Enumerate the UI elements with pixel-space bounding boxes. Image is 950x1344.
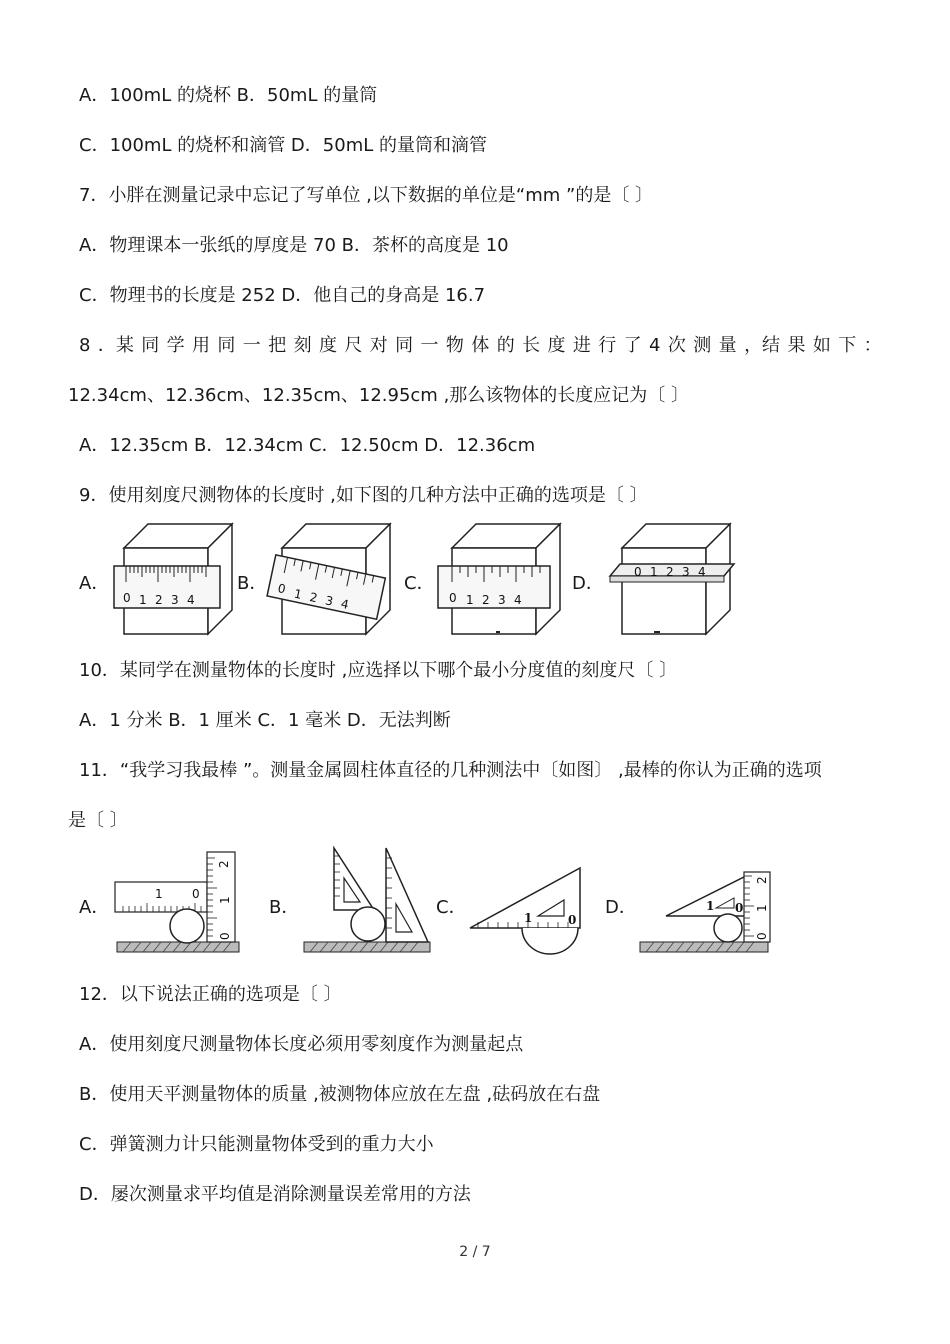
q11d-digit-0: 0 xyxy=(735,901,744,915)
q9b-digit-2: 2 xyxy=(308,589,319,606)
q6-options-ab: A．100mL 的烧杯 B．50mL 的量筒 xyxy=(79,85,378,106)
q8-stem-char: 的 xyxy=(496,335,515,356)
q9-label-c: C． xyxy=(404,573,435,594)
q9c-digit-4: 4 xyxy=(514,593,522,607)
q11-figure-a xyxy=(113,848,243,958)
q12-option-a: A．使用刻度尺测量物体长度必须用零刻度作为测量起点 xyxy=(79,1034,524,1055)
q11a-digit-0: 0 xyxy=(192,887,200,901)
q9b-digit-4: 4 xyxy=(339,596,351,612)
q8-stem-char: 尺 xyxy=(344,335,363,356)
q9-figure-d xyxy=(606,518,736,636)
q8-stem-values: 12.34cm、12.36cm、12.35cm、12.95cm ,那么该物体的长度应记为〔 〕 xyxy=(68,385,690,406)
q8-stem-char: 学 xyxy=(166,335,185,356)
q8-stem-char: 物 xyxy=(445,335,464,356)
q9d-digit-1: 1 xyxy=(650,565,658,579)
q8-stem-char: 了 xyxy=(623,335,642,356)
q11-figure-d xyxy=(638,868,772,958)
q9a-digit-4: 4 xyxy=(187,593,195,607)
q8-stem-char: 行 xyxy=(598,335,617,356)
q9d-digit-0: 0 xyxy=(634,565,642,579)
q9a-digit-2: 2 xyxy=(155,593,163,607)
q8-stem-char: 4 xyxy=(649,335,661,356)
q11a-digit-1-v: 1 xyxy=(218,896,232,904)
q9d-digit-2: 2 xyxy=(666,565,674,579)
q8-stem-char: 一 xyxy=(242,335,261,356)
page-number: 2 / 7 xyxy=(459,1244,491,1260)
q11d-digit-2: 2 xyxy=(755,876,769,884)
q8-stem xyxy=(79,334,882,358)
q8-stem-char: 度 xyxy=(547,335,566,356)
q10-stem: 10．某同学在测量物体的长度时 ,应选择以下哪个最小分度值的刻度尺〔 〕 xyxy=(79,660,678,681)
q8-options: A．12.35cm B．12.34cm C．12.50cm D．12.36cm xyxy=(79,435,536,456)
q9-figure-c xyxy=(436,518,561,636)
q9a-digit-3: 3 xyxy=(171,593,179,607)
q11-label-b: B． xyxy=(269,897,300,918)
q12-option-d: D．屡次测量求平均值是消除测量误差常用的方法 xyxy=(79,1184,471,1205)
q8-stem-char: 体 xyxy=(471,335,490,356)
q7-options-ab: A．物理课本一张纸的厚度是 70 B．茶杯的高度是 10 xyxy=(79,235,509,256)
q11-figure-c xyxy=(468,866,586,958)
q8-stem-char: 次 xyxy=(667,335,686,356)
q11d-digit-1-v: 1 xyxy=(755,904,769,912)
q9-label-b: B． xyxy=(237,573,268,594)
q11-stem: 11．“我学习我最棒 ”。测量金属圆柱体直径的几种测法中〔如图〕 ,最棒的你认为正确的选项 xyxy=(79,760,822,781)
q8-stem-char: 下 xyxy=(838,335,857,356)
q9d-digit-3: 3 xyxy=(682,565,690,579)
q8-stem-char: 刻 xyxy=(293,335,312,356)
q7-options-cd: C．物理书的长度是 252 D．他自己的身高是 16.7 xyxy=(79,285,486,306)
q8-stem-char: 同 xyxy=(395,335,414,356)
q8-stem-char: 量 xyxy=(718,335,737,356)
q9-label-a: A． xyxy=(79,573,110,594)
q9c-digit-2: 2 xyxy=(482,593,490,607)
q12-stem: 12．以下说法正确的选项是〔 〕 xyxy=(79,984,342,1005)
q8-stem-char: 如 xyxy=(812,335,831,356)
q11-figure-b xyxy=(300,844,434,958)
q9a-digit-1: 1 xyxy=(139,593,147,607)
q11c-digit-1: 1 xyxy=(524,911,533,925)
q9-figure-a xyxy=(108,518,233,636)
q11d-digit-1: 1 xyxy=(706,899,715,913)
q12-option-c: C．弹簧测力计只能测量物体受到的重力大小 xyxy=(79,1134,434,1155)
q9c-digit-0: 0 xyxy=(449,591,457,605)
q8-stem-char: ： xyxy=(863,335,882,356)
q11a-digit-0-v: 0 xyxy=(218,932,232,940)
q8-stem-char: 进 xyxy=(572,335,591,356)
q9c-digit-1: 1 xyxy=(466,593,474,607)
q8-stem-char: ，结 xyxy=(744,335,781,356)
q8-stem-char: 一 xyxy=(420,335,439,356)
q11a-digit-1: 1 xyxy=(155,887,163,901)
q8-stem-char: 同 xyxy=(141,335,160,356)
q8-stem-char: ．某 xyxy=(97,335,134,356)
q9c-digit-3: 3 xyxy=(498,593,506,607)
q8-stem-char: 把 xyxy=(268,335,287,356)
q12-option-b: B．使用天平测量物体的质量 ,被测物体应放在左盘 ,砝码放在右盘 xyxy=(79,1084,601,1105)
q8-stem-char: 8 xyxy=(79,335,91,356)
q8-stem-char: 度 xyxy=(318,335,337,356)
q9d-digit-4: 4 xyxy=(698,565,706,579)
q9b-digit-1: 1 xyxy=(292,586,304,602)
q8-stem-char: 测 xyxy=(693,335,712,356)
q9b-digit-0: 0 xyxy=(276,581,287,597)
q10-options: A．1 分米 B．1 厘米 C．1 毫米 D．无法判断 xyxy=(79,710,451,731)
q8-stem-char: 对 xyxy=(369,335,388,356)
q11-stem-cont: 是〔 〕 xyxy=(68,810,128,831)
q9-figure-b xyxy=(266,518,391,636)
q8-stem-char: 长 xyxy=(522,335,541,356)
q9a-digit-0: 0 xyxy=(123,591,131,605)
q9-stem: 9．使用刻度尺测物体的长度时 ,如下图的几种方法中正确的选项是〔 〕 xyxy=(79,485,648,506)
q8-stem-char: 用 xyxy=(192,335,211,356)
q9-label-d: D． xyxy=(572,573,604,594)
q11a-digit-2: 2 xyxy=(217,860,231,868)
q11d-digit-0-v: 0 xyxy=(755,932,769,940)
q11-label-c: C． xyxy=(436,897,467,918)
q11c-digit-0: 0 xyxy=(568,913,577,927)
q11-label-a: A． xyxy=(79,897,110,918)
q11-label-d: D． xyxy=(605,897,637,918)
q7-stem: 7．小胖在测量记录中忘记了写单位 ,以下数据的单位是“mm ”的是〔 〕 xyxy=(79,185,654,206)
q6-options-cd: C．100mL 的烧杯和滴管 D．50mL 的量筒和滴管 xyxy=(79,135,487,156)
q9b-digit-3: 3 xyxy=(324,593,335,609)
q8-stem-char: 果 xyxy=(787,335,806,356)
q8-stem-char: 同 xyxy=(217,335,236,356)
